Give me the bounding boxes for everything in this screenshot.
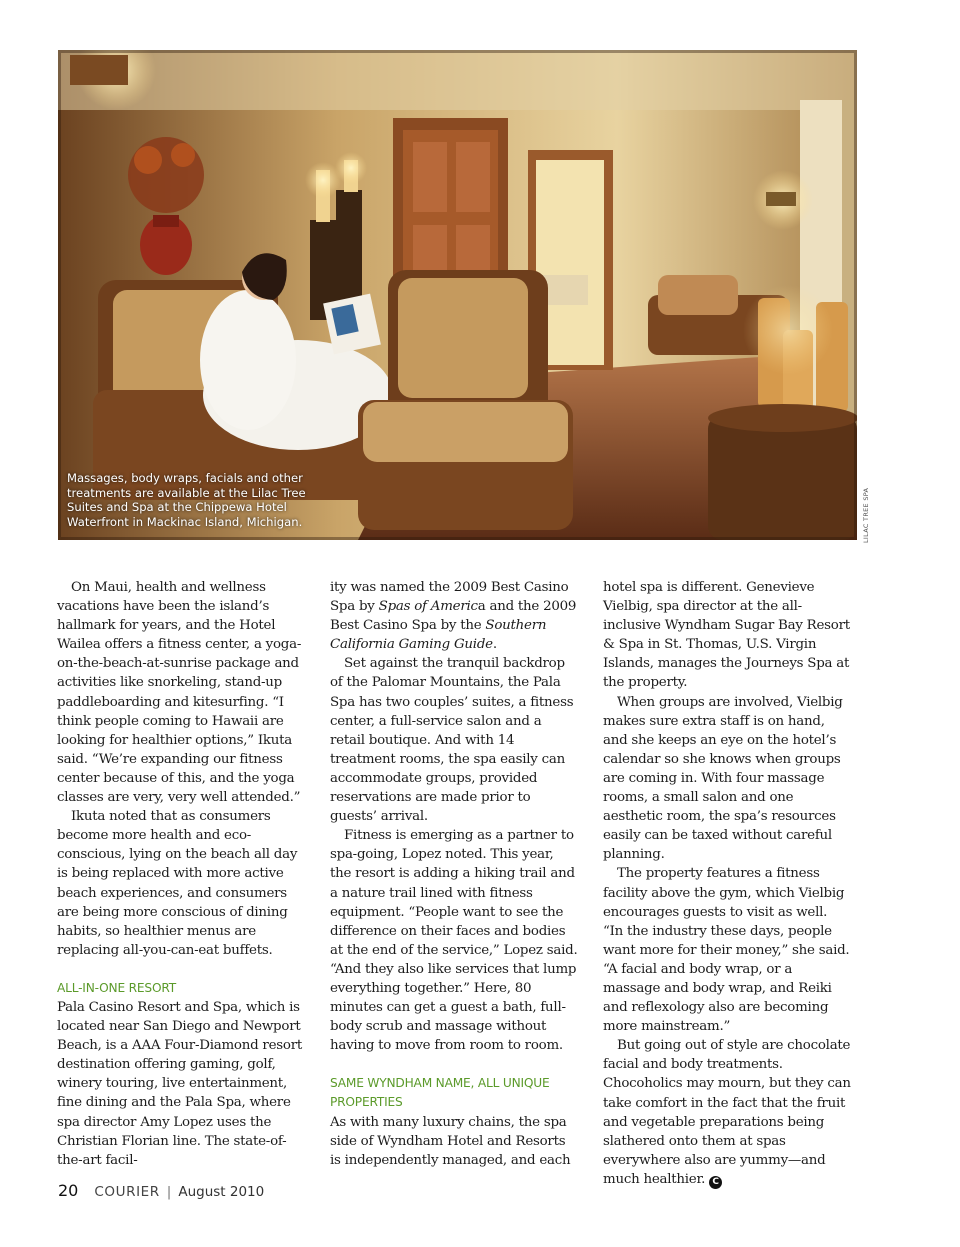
paragraph: hotel spa is different. Genevieve Vielbig, spa director at the all-inclusive Wyndham Sugar Bay Resort & Spa in St. Thomas, U.S. Virgin Islands, manages the Journeys Spa at the property. — [603, 580, 850, 691]
footer-separator: | — [166, 1184, 172, 1200]
photo-credit: LILAC TREE SPA — [862, 487, 870, 543]
issue-date: August 2010 — [178, 1184, 265, 1200]
spa-photo — [58, 50, 857, 540]
article-column-1 — [57, 578, 305, 1170]
paragraph: On Maui, health and wellness vacations have been the island’s hallmark for years, and the Hotel Wailea offers a fitness center, a yoga-on-the-beach-at-sunrise package and activities like snorkeling, stand-up paddleboarding and kitesurfing. “I think people coming to Hawaii are looking for healthier options,” Ikuta said. “We’re expanding our fitness center because of this, and the yoga classes are very, very well attended.” — [57, 580, 302, 806]
text-run: a and the 2009 Best Casino Spa by the — [330, 599, 577, 634]
text-run: ity was named the 2009 Best Casino Spa by — [330, 580, 569, 615]
page-footer — [58, 1181, 264, 1200]
publication-title: Southern California Gaming Guide — [330, 618, 547, 653]
photo-caption: Massages, body wraps, facials and other treatments are available at the Lilac Tree Suites and Spa at the Chippewa Hotel Waterfront in Mackinac Island, Michigan. — [67, 471, 306, 529]
article-column-2 — [330, 578, 578, 1170]
end-mark-icon: C — [709, 1176, 722, 1189]
spa-room-illustration — [58, 50, 857, 540]
section-heading-all-in-one: ALL-IN-ONE RESORT — [57, 980, 176, 995]
paragraph — [330, 578, 578, 654]
publication-title: Spas of Americ — [378, 599, 478, 615]
paragraph: As with many luxury chains, the spa side of Wyndham Hotel and Resorts is independently managed, and each — [330, 1114, 571, 1168]
paragraph: When groups are involved, Vielbig makes sure extra staff is on hand, and she keeps an eye on the hotel’s calendar so she knows when groups are coming in. With four massage rooms, a small salon and one aesthetic room, the spa’s resources easily can be taxed without careful planning. — [603, 694, 843, 863]
paragraph: Fitness is emerging as a partner to spa-going, Lopez noted. This year, the resort is adding a hiking trail and a nature trail lined with fitness equipment. “People want to see the difference on their faces and bodies at the end of the service,” Lopez said. “And they also like services that lump everything together.” Here, 80 minutes can get a guest a bath, full-body scrub and massage without having to move from room to room. — [330, 828, 578, 1054]
paragraph — [603, 1036, 851, 1189]
publication-name: COURIER — [94, 1184, 160, 1200]
text-run: . — [492, 637, 497, 653]
page-number: 20 — [58, 1181, 79, 1200]
paragraph: The property features a fitness facility above the gym, which Vielbig encourages guests to visit as well. “In the industry these days, people want more for their money,” she said. “A facial and body wrap, or a massage and body wrap, and Reiki and reflexology also are becoming more mainstream.” — [603, 866, 850, 1035]
paragraph: Set against the tranquil backdrop of the Palomar Mountains, the Pala Spa has two couples’ suites, a fitness center, a full-service salon and a retail boutique. And with 14 treatment rooms, the spa easily can accommodate groups, provided reservations are made prior to guests’ arrival. — [330, 656, 574, 825]
text-run: But going out of style are chocolate facial and body treatments. Chocoholics may mourn, but they can take comfort in the fact that the fruit and vegetable preparations being slathered onto them at spas everywhere also are yummy—and much healthier. — [603, 1038, 851, 1187]
section-heading-wyndham: SAME WYNDHAM NAME, ALL UNIQUE PROPERTIES — [330, 1076, 550, 1110]
article-column-3 — [603, 578, 851, 1189]
paragraph: Pala Casino Resort and Spa, which is located near San Diego and Newport Beach, is a AAA Four-Diamond resort destination offering gaming, golf, winery touring, live entertainment, fine dining and the Pala Spa, where spa director Amy Lopez uses the Christian Florian line. The state-of-the-art facil- — [57, 999, 302, 1168]
paragraph: Ikuta noted that as consumers become more health and eco-conscious, lying on the beach all day is being replaced with more active beach experiences, and consumers are being more conscious of dining habits, so healthier menus are replacing all-you-can-eat buffets. — [57, 809, 298, 958]
